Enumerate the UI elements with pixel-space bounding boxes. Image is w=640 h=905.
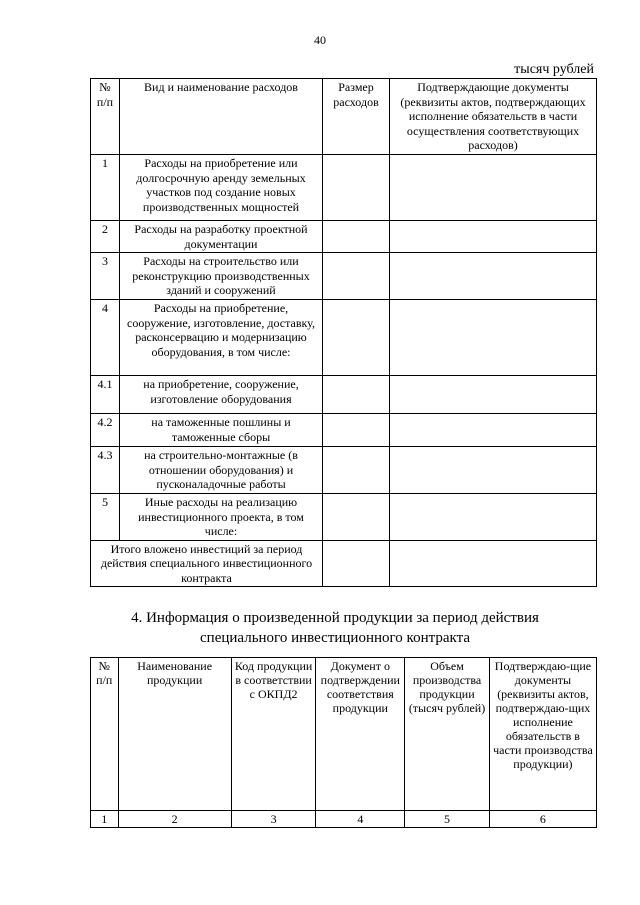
table-row <box>91 253 597 300</box>
production-table <box>90 657 597 828</box>
row-num: 3 <box>91 253 120 300</box>
header-doc: Документ о подтверждении соответствия продукции <box>316 658 405 811</box>
row-name: Расходы на строительство или реконструкцию производственных зданий и сооружений <box>120 253 323 300</box>
page-number: 40 <box>314 33 326 47</box>
expenses-table <box>90 78 597 587</box>
row-size-cell <box>323 253 390 300</box>
total-docs-cell <box>390 540 597 587</box>
header-size: Размер расходов <box>323 79 390 155</box>
row-name: Расходы на приобретение, сооружение, изготовление, доставку, расконсервацию и модернизацию оборудования, в том числе: <box>120 300 323 376</box>
header-num: № п/п <box>91 658 119 811</box>
col-number: 4 <box>316 811 405 828</box>
units-label: тысяч рублей <box>514 62 594 77</box>
total-label: Итого вложено инвестиций за период действия специального инвестиционного контракта <box>91 540 323 587</box>
row-num: 4.2 <box>91 414 120 447</box>
row-size-cell <box>323 414 390 447</box>
row-size-cell <box>323 494 390 541</box>
table-row <box>91 155 597 221</box>
total-size-cell <box>323 540 390 587</box>
row-size-cell <box>323 155 390 221</box>
table-header-row <box>91 79 597 155</box>
row-docs-cell <box>390 414 597 447</box>
row-num: 4.1 <box>91 376 120 414</box>
row-num: 1 <box>91 155 120 221</box>
row-size-cell <box>323 447 390 494</box>
header-num: № п/п <box>91 79 120 155</box>
header-docs: Подтверждающие документы (реквизиты актов, подтверждающих исполнение обязательств в части осуществления соответствующих расходов) <box>390 79 597 155</box>
row-docs-cell <box>390 494 597 541</box>
row-docs-cell <box>390 447 597 494</box>
table-header-row <box>91 658 597 811</box>
column-numbers-row <box>91 811 597 828</box>
table-row <box>91 221 597 253</box>
header-name: Наименование продукции <box>118 658 231 811</box>
row-docs-cell <box>390 221 597 253</box>
col-number: 3 <box>231 811 316 828</box>
row-docs-cell <box>390 376 597 414</box>
row-docs-cell <box>390 155 597 221</box>
col-number: 2 <box>118 811 231 828</box>
row-size-cell <box>323 300 390 376</box>
row-name: Расходы на приобретение или долгосрочную аренду земельных участков под создание новых производственных мощностей <box>120 155 323 221</box>
table-row <box>91 414 597 447</box>
row-size-cell <box>323 221 390 253</box>
row-num: 2 <box>91 221 120 253</box>
row-name: на строительно-монтажные (в отношении оборудования) и пусконаладочные работы <box>120 447 323 494</box>
col-number: 5 <box>405 811 490 828</box>
table-row <box>91 376 597 414</box>
header-code: Код продукции в соответствии с ОКПД2 <box>231 658 316 811</box>
row-num: 4.3 <box>91 447 120 494</box>
total-row <box>91 540 597 587</box>
header-volume: Объем производства продукции (тысяч рублей) <box>405 658 490 811</box>
section-4-title: 4. Информация о произведенной продукции за период действия специального инвестиционного контракта <box>131 610 539 646</box>
table-row <box>91 494 597 541</box>
row-name: Расходы на разработку проектной документации <box>120 221 323 253</box>
header-docs: Подтверждаю-щие документы (реквизиты актов, подтверждаю-щих исполнение обязательств в части производства продукции) <box>489 658 596 811</box>
row-name: на таможенные пошлины и таможенные сборы <box>120 414 323 447</box>
col-number: 1 <box>91 811 119 828</box>
row-size-cell <box>323 376 390 414</box>
row-docs-cell <box>390 253 597 300</box>
header-name: Вид и наименование расходов <box>120 79 323 155</box>
row-docs-cell <box>390 300 597 376</box>
row-num: 4 <box>91 300 120 376</box>
table-row <box>91 447 597 494</box>
col-number: 6 <box>489 811 596 828</box>
row-name: на приобретение, сооружение, изготовление оборудования <box>120 376 323 414</box>
table-row <box>91 300 597 376</box>
row-num: 5 <box>91 494 120 541</box>
row-name: Иные расходы на реализацию инвестиционного проекта, в том числе: <box>120 494 323 541</box>
